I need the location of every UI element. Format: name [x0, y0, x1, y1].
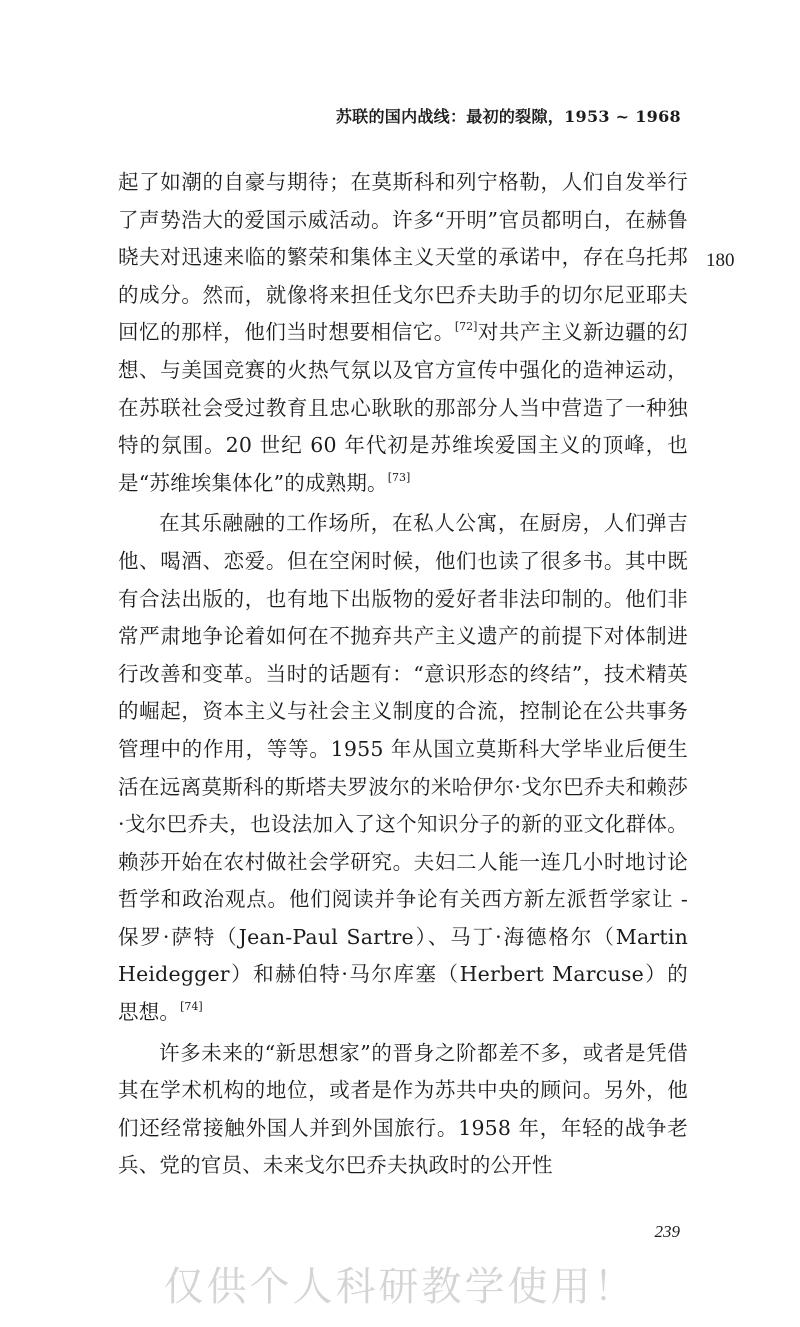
paragraph	[118, 164, 688, 502]
watermark: 仅供个人科研教学使用！	[163, 1264, 637, 1310]
paragraph-text: 在其乐融融的工作场所，在私人公寓，在厨房，人们弹吉他、喝酒、恋爱。但在空闲时候，他们也读了很多书。其中既有合法出版的，也有地下出版物的爱好者非法印制的。他们非常严肃地争论着如何在不抛弃共产主义遗产的前提下对体制进行改善和变革。当时的话题有：“意识形态的终结”，技术精英的崛起，资本主义与社会主义制度的合流，控制论在公共事务管理中的作用，等等。1955 年从国立莫斯科大学毕业后便生活在远离莫斯科的斯塔夫罗波尔的米哈伊尔·戈尔巴乔夫和赖莎·戈尔巴乔夫，也设法加入了这个知识分子的新的亚文化群体。赖莎开始在农村做社会学研究。夫妇二人能一连几小时地讨论哲学和政治观点。他们阅读并争论有关西方新左派哲学家让 - 保罗·萨特（Jean-Paul Sartre）、马丁·海德格尔（Martin Heidegger）和赫伯特·马尔库塞（Herbert Marcuse）的思想。	[118, 511, 688, 1025]
running-header: 苏联的国内战线：最初的裂隙，1953 ~ 1968	[335, 107, 681, 126]
paragraph-text: 对共产主义新边疆的幻想、与美国竞赛的火热气氛以及官方宣传中强化的造神运动，在苏联社会受过教育且忠心耿耿的那部分人当中营造了一种独特的氛围。20 世纪 60 年代初是苏维埃爱国主义的顶峰，也是“苏维埃集体化”的成熟期。	[118, 320, 689, 495]
margin-page-number: 180	[706, 250, 735, 271]
paragraph-text: 起了如潮的自豪与期待；在莫斯科和列宁格勒，人们自发举行了声势浩大的爱国示威活动。许多“开明”官员都明白，在赫鲁晓夫对迅速来临的繁荣和集体主义天堂的承诺中，存在乌托邦的成分。然而，就像将来担任戈尔巴乔夫助手的切尔尼亚耶夫回忆的那样，他们当时想要相信它。	[118, 170, 688, 345]
footnote-ref[interactable]: [72]	[454, 320, 478, 334]
footnote-ref[interactable]: [73]	[387, 470, 411, 484]
page-number: 239	[654, 1222, 680, 1241]
footnote-ref[interactable]: [74]	[180, 1000, 203, 1014]
paragraph	[118, 1035, 688, 1185]
paragraph-text: 许多未来的“新思想家”的晋身之阶都差不多，或者是凭借其在学术机构的地位，或者是作为苏共中央的顾问。另外，他们还经常接触外国人并到外国旅行。1958 年，年轻的战争老兵、党的官员、未来戈尔巴乔夫执政时的公开性	[118, 1040, 688, 1178]
body-text	[118, 164, 688, 1185]
paragraph	[118, 505, 688, 1031]
